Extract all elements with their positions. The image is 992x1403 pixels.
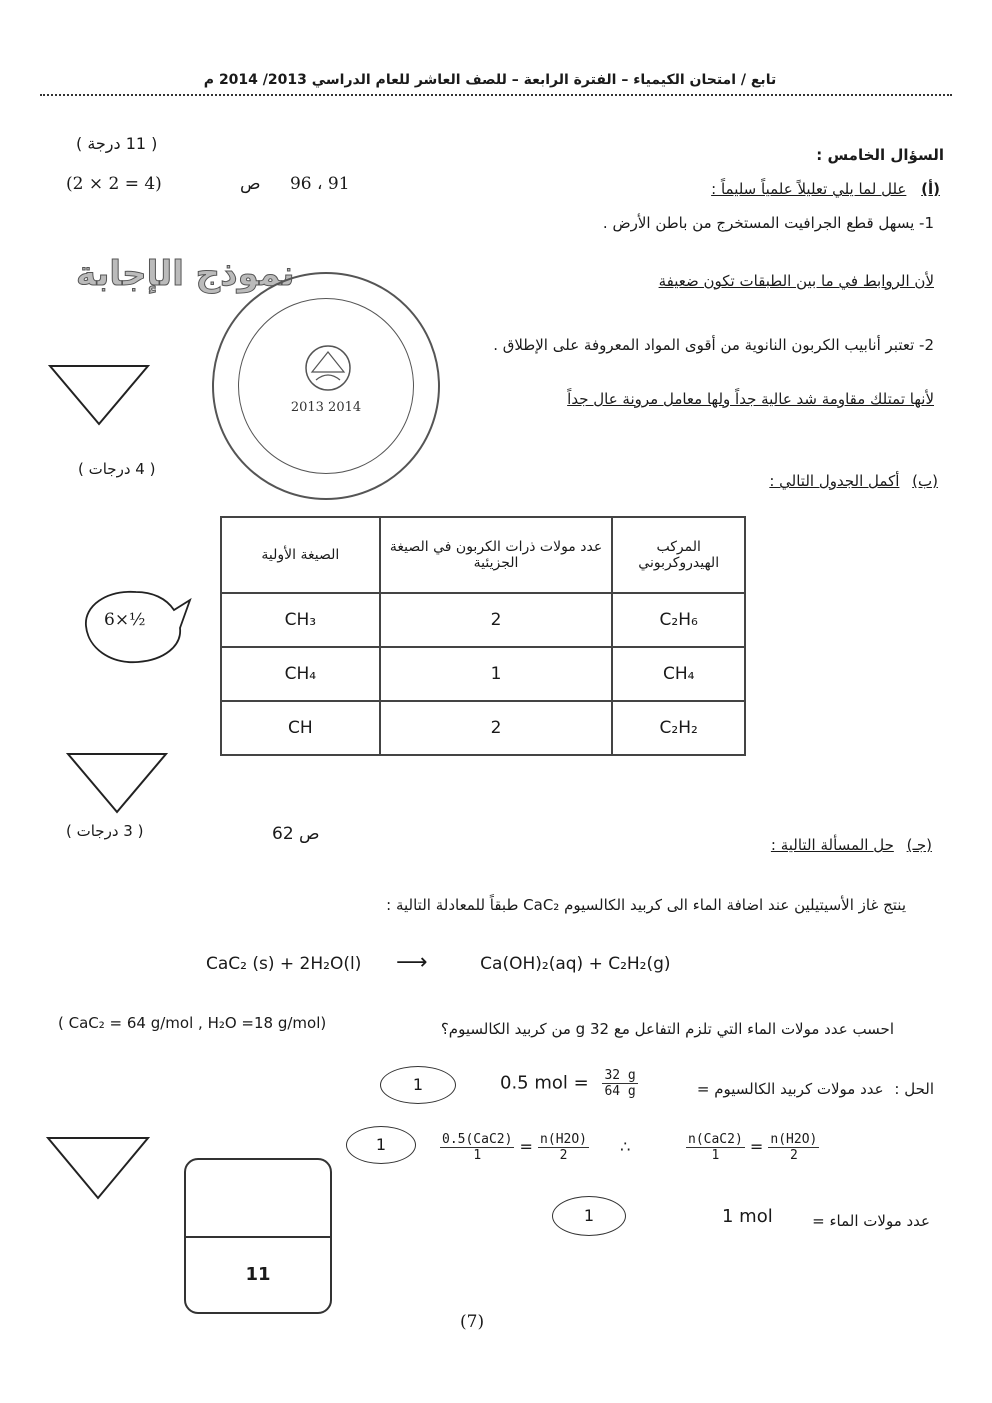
part-a-marks: ( 4 درجات ) [78,460,156,478]
step2-ratio-num-a: n(CaC2) [688,1132,743,1147]
part-a-prompt [711,180,940,198]
total-score-box [184,1158,332,1314]
part-a-answer-1: لأن الروابط في ما بين الطبقات تكون ضعيفة [658,272,934,290]
step1-text: عدد مولات كربيد الكالسيوم = [696,1080,884,1098]
grade-triangle-icon [46,1136,150,1200]
cell-empirical: CH₃ [221,593,380,647]
therefore-symbol: ∴ [620,1137,631,1156]
part-c-question: احسب عدد مولات الماء التي تلزم التفاعل مع 32 g من كربيد الكالسيوم؟ [440,1020,894,1038]
equation-products: Ca(OH)₂(aq) + C₂H₂(g) [480,954,671,974]
part-a-question-2: 2- تعتبر أنابيب الكربون النانوية من أقوى المواد المعروفة على الإطلاق . [493,336,934,354]
part-b-prompt [769,472,938,490]
part-a-prompt-text: علل لما يلي تعليلاً علمياً سليماً : [711,180,907,198]
official-stamp [212,272,440,500]
equation-arrow: ⟶ [395,950,428,975]
step2-ratio-num-b: n(H2O) [770,1132,818,1147]
part-b-prompt-text: أكمل الجدول التالي : [769,472,900,490]
page-ref-label: ص [240,174,261,194]
grade-triangle-icon [66,752,168,814]
cell-empirical: CH₄ [221,647,380,701]
stamp-year: 2013 2014 [290,400,362,415]
step2-ratio: $\frac{\text{n(CaC2)}}{1}$ = $\frac{n(H2O)}{2}$ [688,1132,818,1163]
step3-text: عدد مولات الماء = [812,1212,930,1230]
part-c-prompt-text: حل المسألة التالية : [770,836,894,854]
step3-result: 1 mol [722,1206,773,1227]
part-c-label: (جـ) [906,836,932,854]
part-a-answer-2: لأنها تمتلك مقاومة شد عالية جداً ولها معامل مرونة عال جداً [567,390,934,408]
step1-numerator: 32 g [604,1068,636,1083]
table-row [221,593,745,647]
header-divider [40,94,952,96]
exam-header: تابع / امتحان الكيمياء – الفترة الرابعة – للصف العاشر للعام الدراسي 2013/ 2014 م [203,72,777,88]
header-compound: المركب الهيدروكربوني [612,517,745,593]
cell-moles: 1 [380,647,613,701]
part-b-label: (ب) [912,472,938,490]
step1-score-bubble: 1 [380,1066,456,1104]
section-title: السؤال الخامس : [816,146,944,164]
part-c-page-ref: ص 62 [272,824,320,844]
header-empirical: الصيغة الأولية [221,517,380,593]
step2-sub-den-a: 1 [473,1148,482,1163]
step1-denominator: 64 g [604,1084,636,1099]
stamp-emblem-icon [298,340,358,396]
cell-moles: 2 [380,593,613,647]
part-c-prompt [771,836,932,854]
total-score: 11 [245,1264,271,1285]
grade-triangle-icon [48,364,150,426]
cell-empirical: CH [221,701,380,755]
step2-ratio-den-a: 1 [711,1148,720,1163]
solution-label: الحل : [894,1080,934,1098]
cell-moles: 2 [380,701,613,755]
part-b-marks: ( 3 درجات ) [66,822,144,840]
part-a-label: (أ) [921,180,940,198]
step2-substituted: $\frac{\text{0.5(CaC2)}}{1}$ = $\frac{n(H2O)}{2}$ ∴ [442,1132,631,1163]
cell-compound: C₂H₂ [612,701,745,755]
page-number: (7) [460,1312,485,1332]
page-ref-value: 91 ، 96 [289,174,350,194]
chemical-equation [206,950,766,975]
cell-compound: CH₄ [612,647,745,701]
grading-formula: (2 × 2 = 4) [66,174,162,194]
cell-compound: C₂H₆ [612,593,745,647]
page-reference [240,174,350,194]
header-carbon-moles: عدد مولات ذرات الكربون في الصيغة الجزيئية [380,517,613,593]
step1-result: 0.5 mol = [500,1072,589,1094]
step2-score-bubble: 1 [346,1126,416,1164]
equation-reactants: CaC₂ (s) + 2H₂O(l) [206,954,362,974]
hydrocarbon-table [220,516,746,756]
part-a-question-1: 1- يسهل قطع الجرافيت المستخرج من باطن الأرض . [602,214,934,232]
step2-sub-den-b: 2 [559,1148,568,1163]
part-c-intro: ينتج غاز الأسيتيلين عند اضافة الماء الى كربيد الكالسيوم CaC₂ طبقاً للمعادلة التالية : [386,896,906,914]
part-b-bubble-score: 6×½ [104,610,146,630]
table-row [221,647,745,701]
section-marks: ( 11 درجة ) [76,134,158,153]
table-row [221,701,745,755]
solution-step-1 [697,1080,934,1098]
table-header-row [221,517,745,593]
step2-sub-num-b: n(H2O) [540,1132,588,1147]
part-c-given: ( CaC₂ = 64 g/mol , H₂O =18 g/mol) [58,1014,327,1032]
answer-key-watermark: نموذج الإجابة [76,254,295,294]
step1-calculation [500,1068,638,1099]
step3-score-bubble: 1 [552,1196,626,1236]
score-box-divider [186,1236,330,1238]
step2-sub-num-a: 0.5(CaC2) [442,1132,513,1147]
step2-ratio-den-b: 2 [789,1148,798,1163]
